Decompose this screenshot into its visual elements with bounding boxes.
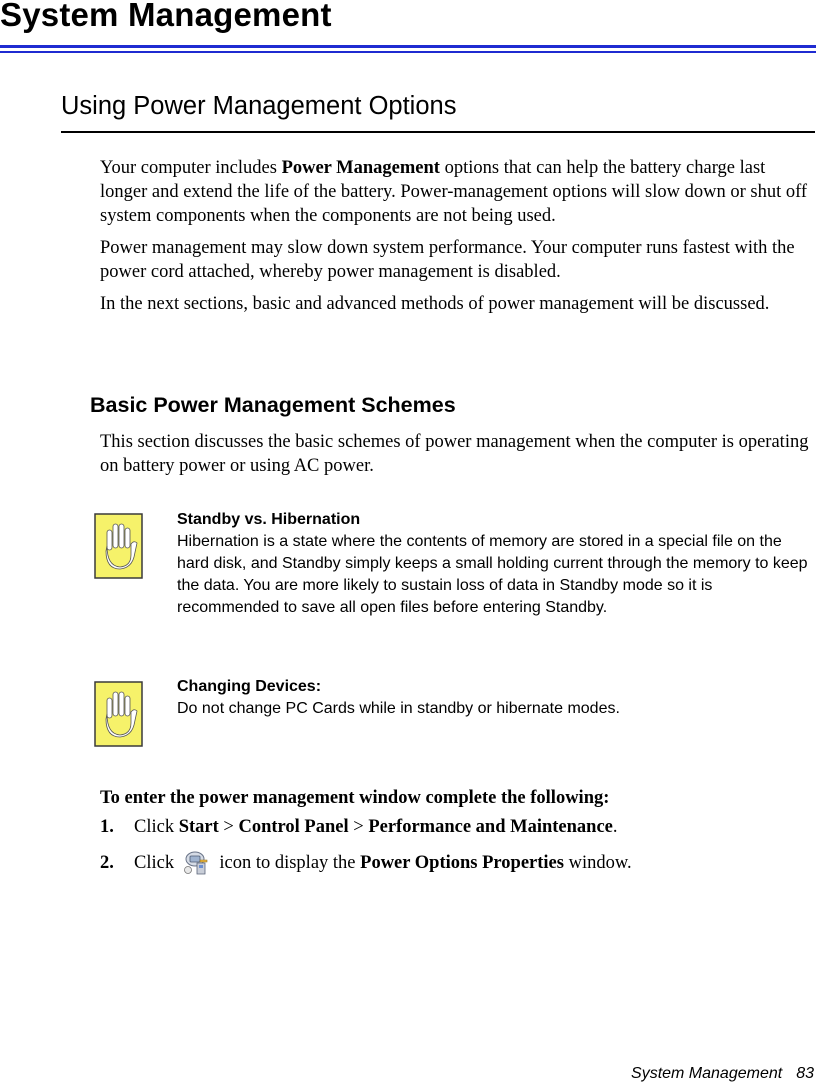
step-text: Click [134, 853, 179, 873]
window-name: Power Options Properties [360, 853, 564, 873]
intro-text-start: Your computer includes [100, 158, 282, 178]
section-title: Using Power Management Options [61, 92, 457, 120]
performance-paragraph: Power management may slow down system performance. Your computer runs fastest with the power cord attached, whereby power management is disabled. [100, 238, 795, 282]
header-rule-top [0, 45, 816, 48]
intro-bold-term: Power Management [281, 158, 440, 178]
note-text: Do not change PC Cards while in standby or hibernate modes. [177, 700, 620, 717]
next-sections-paragraph: In the next sections, basic and advanced methods of power management will be discussed. [100, 294, 770, 314]
note-title: Standby vs. Hibernation [177, 511, 361, 528]
step-text: . [612, 817, 618, 837]
page-number: 83 [796, 1065, 814, 1082]
note-title: Changing Devices: [177, 678, 322, 695]
chapter-title: System Management [0, 0, 332, 33]
schemes-paragraph: This section discusses the basic schemes of power management when the computer is operating on battery power or using AC power. [100, 432, 809, 476]
procedure-heading: To enter the power management window complete the following: [100, 788, 610, 808]
path-separator: > [348, 817, 369, 837]
subsection-title: Basic Power Management Schemes [90, 393, 456, 417]
procedure-step [100, 817, 618, 838]
note-text: Hibernation is a state where the contents of memory are stored in a special file on the hard disk, and Standby simply keeps a small holding current through the memory to keep the data. You are more likely to sustain loss of data in Standby mode so it is recommended to save all open files before entering Standby. [177, 533, 808, 616]
step-text: Click [134, 817, 179, 837]
menu-path-start: Start [178, 817, 219, 837]
step-number: 2. [100, 853, 114, 873]
path-separator: > [218, 817, 239, 837]
procedure-step [100, 848, 632, 878]
header-rule-bottom [0, 51, 816, 53]
step-text: window. [563, 853, 632, 873]
step-number: 1. [100, 817, 114, 837]
note-changing-devices [177, 676, 816, 720]
caution-hand-icon [94, 513, 144, 579]
section-rule [61, 131, 815, 133]
intro-text-end: options that can help the battery charge last longer and extend the life of the battery. Power-management options will slow down or shut off system components when the components are not being used. [100, 158, 808, 226]
step-text: icon to display the [214, 853, 361, 873]
caution-hand-icon [94, 681, 144, 747]
page-footer [631, 1065, 814, 1083]
menu-path-performance: Performance and Maintenance [368, 817, 613, 837]
note-standby-hibernation [177, 509, 816, 619]
intro-paragraph [100, 156, 814, 228]
footer-section: System Management [631, 1065, 783, 1082]
menu-path-control-panel: Control Panel [238, 817, 349, 837]
power-options-icon [181, 848, 211, 878]
